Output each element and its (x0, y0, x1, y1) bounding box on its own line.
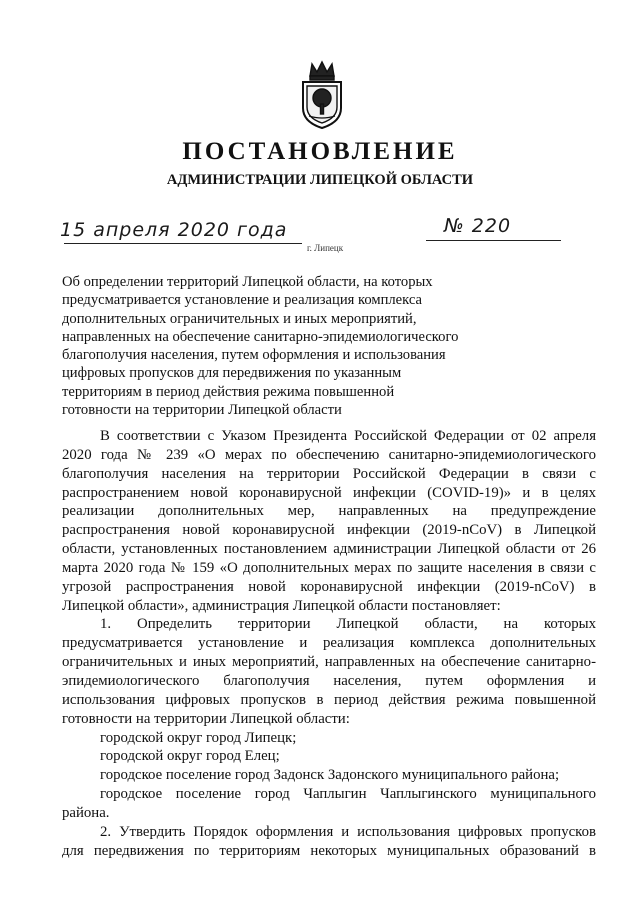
number-underline (426, 240, 561, 241)
body-line: Липецкой области», администрация Липецкой области постановляет: (62, 597, 501, 614)
body-line: угрозой распространения новой коронавирусной инфекции (2019-nCoV) в (62, 578, 596, 595)
body-line: марта 2020 года № 159 «О дополнительных мерах по защите населения в связи с (62, 559, 596, 576)
body-line: ограничительных и иных мероприятий, направленных на обеспечение санитарно- (62, 654, 596, 671)
date-underline (64, 243, 302, 244)
body-line: района. (62, 804, 110, 821)
coat-of-arms-icon (296, 58, 348, 130)
heading-line: дополнительных ограничительных и иных мероприятий, (62, 310, 417, 327)
body-line: области, установленных постановлением администрации Липецкой области от 26 (62, 541, 596, 558)
body-line: реализации дополнительных мер, направленных на предупреждение (62, 503, 596, 520)
body-line: 1. Определить территории Липецкой области, на которых (100, 616, 596, 633)
body-line: эпидемиологического благополучия населения, путем оформления и (62, 672, 596, 689)
document-issuer: АДМИНИСТРАЦИИ ЛИПЕЦКОЙ ОБЛАСТИ (166, 172, 474, 188)
heading-line: направленных на обеспечение санитарно-эпидемиологического (62, 328, 459, 345)
city-label: г. Липецк (307, 243, 344, 253)
document-body (62, 427, 596, 860)
body-line: распространением новой коронавирусной инфекции (COVID-19)» и в целях (62, 484, 596, 501)
heading-line: Об определении территорий Липецкой области, на которых (62, 274, 433, 290)
body-line: для передвижения по территориям некоторых муниципальных образований в (62, 842, 596, 859)
body-line: готовности на территории Липецкой области: (62, 710, 350, 727)
handwritten-number: № 220 (444, 215, 512, 237)
body-line: В соответствии с Указом Президента Российской Федерации от 02 апреля (100, 428, 596, 444)
body-line: благополучия населения на территории Российской Федерации в связи с (62, 465, 596, 482)
list-item: городской округ город Липецк; (100, 729, 297, 746)
document-subject (62, 273, 482, 419)
body-line: 2020 года № 239 «О мерах по обеспечению санитарно-эпидемиологического (62, 446, 596, 463)
heading-line: готовности на территории Липецкой области (62, 402, 342, 419)
heading-line: цифровых пропусков для передвижения по указанным (62, 365, 402, 382)
document-title: ПОСТАНОВЛЕНИЕ (182, 138, 458, 165)
list-item: городской округ город Елец; (100, 748, 280, 765)
list-item: городское поселение город Задонск Задонского муниципального района; (100, 767, 560, 784)
handwritten-date: 15 апреля 2020 года (60, 219, 288, 241)
body-line: использования цифровых пропусков в период действия режима повышенной (62, 691, 596, 708)
heading-line: благополучия населения, путем оформления и использования (62, 347, 446, 364)
body-line: предусматривается установление и реализация комплекса дополнительных (62, 635, 596, 652)
heading-line: предусматривается установление и реализация комплекса (62, 292, 423, 309)
heading-line: территориям в период действия режима повышенной (62, 383, 395, 400)
body-line: 2. Утвердить Порядок оформления и использования цифровых пропусков (100, 823, 596, 840)
list-item: городское поселение город Чаплыгин Чаплыгинского муниципального (100, 786, 596, 803)
body-line: распространения новой коронавирусной инфекции (2019-nCoV) в Липецкой (62, 522, 596, 539)
